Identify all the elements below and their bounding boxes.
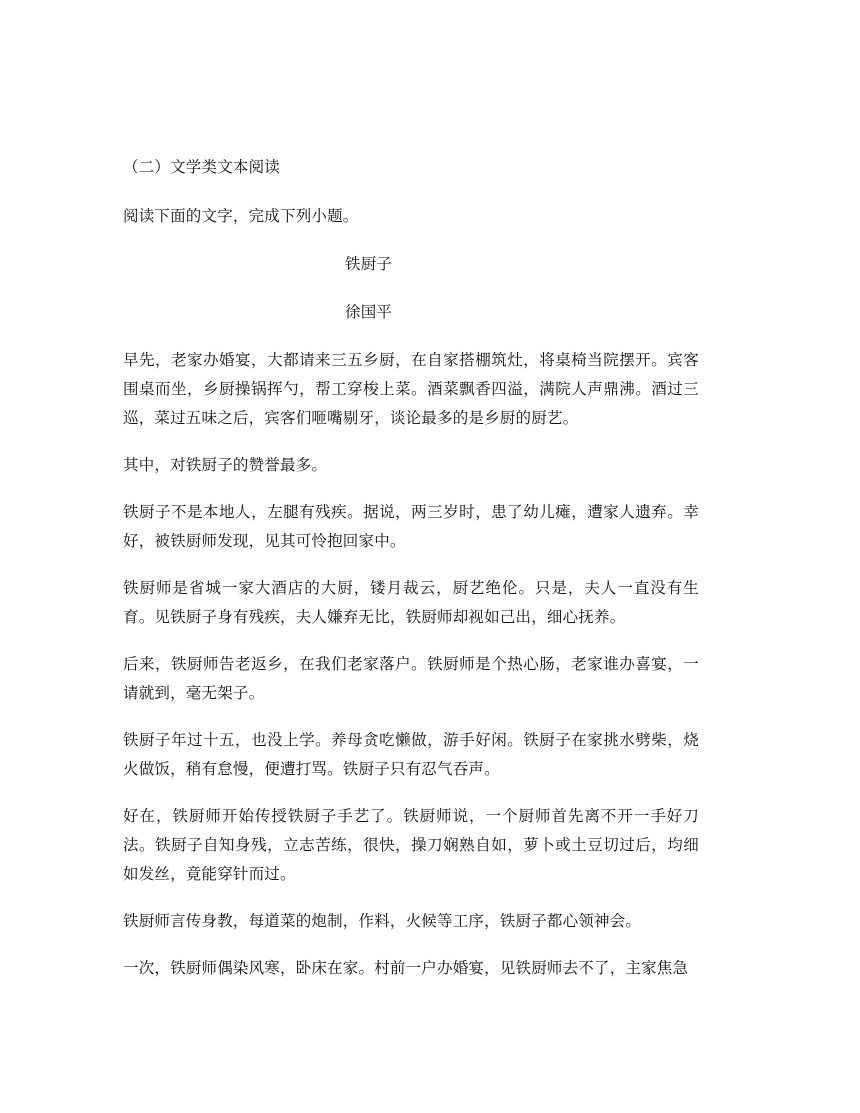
paragraph-7: 好在，铁厨师开始传授铁厨子手艺了。铁厨师说，一个厨师首先离不开一手好刀法。铁厨子自知身残，立志苦练，很快，操刀娴熟自如，萝卜或土豆切过后，均细如发丝，竟能穿针而过。: [123, 807, 699, 883]
paragraph-5: 后来，铁厨师告老返乡，在我们老家落户。铁厨师是个热心肠，老家谁办喜宴，一请就到，毫无架子。: [123, 655, 699, 702]
document-content: [123, 153, 699, 1001]
reading-instruction: 阅读下面的文字，完成下列小题。: [123, 207, 359, 225]
article-title: 铁厨子: [345, 255, 393, 273]
paragraph-3: 铁厨子不是本地人，左腿有残疾。据说，两三岁时，患了幼儿瘫，遭家人遗弃。幸好，被铁厨师发现，见其可怜抱回家中。: [123, 503, 699, 550]
paragraph-2: 其中，对铁厨子的赞誉最多。: [123, 456, 328, 474]
paragraph-9: 一次，铁厨师偶染风寒，卧床在家。村前一户办婚宴，见铁厨师去不了，主家焦急: [123, 959, 689, 977]
paragraph-6: 铁厨子年过十五，也没上学。养母贪吃懒做，游手好闲。铁厨子在家挑水劈柴，烧火做饭，稍有怠慢，便遭打骂。铁厨子只有忍气吞声。: [123, 731, 699, 778]
paragraph-1: 早先，老家办婚宴，大都请来三五乡厨，在自家搭棚筑灶，将桌椅当院摆开。宾客围桌而坐，乡厨操锅挥勺，帮工穿梭上菜。酒菜飘香四溢，满院人声鼎沸。酒过三巡，菜过五味之后，宾客们咂嘴剔牙，谈论最多的是乡厨的厨艺。: [123, 351, 699, 427]
article-author: 徐国平: [345, 303, 393, 321]
section-title: （二）文学类文本阅读: [123, 158, 281, 176]
paragraph-8: 铁厨师言传身教，每道菜的炮制，作料，火候等工序，铁厨子都心领神会。: [123, 912, 642, 930]
paragraph-4: 铁厨师是省城一家大酒店的大厨，镂月裁云，厨艺绝伦。只是，夫人一直没有生育。见铁厨子身有残疾，夫人嫌弃无比，铁厨师却视如己出，细心抚养。: [123, 579, 699, 626]
